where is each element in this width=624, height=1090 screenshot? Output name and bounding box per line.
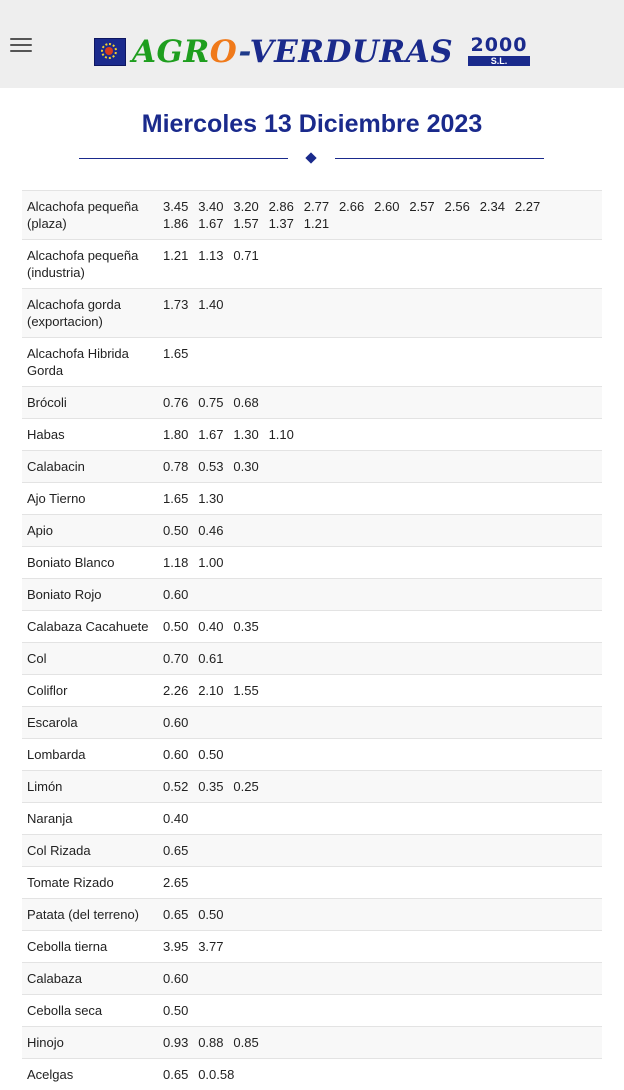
product-name: Habas: [22, 419, 158, 451]
price-value: 2.66: [334, 198, 369, 215]
title-divider-right: [335, 158, 544, 159]
table-row: [22, 963, 602, 995]
product-prices: [158, 483, 602, 515]
price-value: 3.45: [158, 198, 193, 215]
table-row: [22, 515, 602, 547]
price-value: 0.35: [193, 778, 228, 795]
product-name: Alcachofa pequeña (plaza): [22, 191, 158, 240]
product-prices: [158, 995, 602, 1027]
price-value: 0.65: [158, 906, 193, 923]
product-name: Acelgas: [22, 1059, 158, 1090]
price-value: 2.57: [404, 198, 439, 215]
logo-wordmark: AGRO-VERDURAS: [132, 32, 453, 72]
price-value: 0.76: [158, 394, 193, 411]
price-value: 0.75: [193, 394, 228, 411]
table-row: [22, 995, 602, 1027]
product-prices: [158, 899, 602, 931]
table-row: [22, 739, 602, 771]
table-row: [22, 675, 602, 707]
table-row: [22, 931, 602, 963]
product-prices: [158, 579, 602, 611]
price-value: 1.13: [193, 247, 228, 264]
table-row: [22, 835, 602, 867]
page-title: Miercoles 13 Diciembre 2023: [0, 110, 624, 139]
product-name: Coliflor: [22, 675, 158, 707]
product-name: Hinojo: [22, 1027, 158, 1059]
product-name: Patata (del terreno): [22, 899, 158, 931]
product-prices: [158, 289, 602, 338]
site-header: [0, 0, 624, 88]
product-name: Boniato Blanco: [22, 547, 158, 579]
price-value: 0.40: [158, 810, 193, 827]
price-value: 2.34: [475, 198, 510, 215]
table-row: [22, 643, 602, 675]
price-value: 0.52: [158, 778, 193, 795]
title-divider-left: [79, 158, 288, 159]
price-value: 0.65: [158, 1066, 193, 1083]
price-value: 3.20: [228, 198, 263, 215]
price-value: 0.50: [193, 906, 228, 923]
table-row: [22, 419, 602, 451]
table-row: [22, 289, 602, 338]
price-value: 1.10: [264, 426, 299, 443]
table-row: [22, 483, 602, 515]
price-value: 2.27: [510, 198, 545, 215]
price-value: 1.30: [193, 490, 228, 507]
price-value: 0.68: [228, 394, 263, 411]
product-name: Col Rizada: [22, 835, 158, 867]
product-prices: [158, 931, 602, 963]
product-name: Apio: [22, 515, 158, 547]
price-value: 0.60: [158, 714, 193, 731]
price-value: 0.60: [158, 586, 193, 603]
price-value: 0.65: [158, 842, 193, 859]
price-value: 1.21: [158, 247, 193, 264]
product-name: Alcachofa pequeña (industria): [22, 240, 158, 289]
product-prices: [158, 240, 602, 289]
product-name: Escarola: [22, 707, 158, 739]
table-row: [22, 240, 602, 289]
product-name: Calabacin: [22, 451, 158, 483]
table-row: [22, 1027, 602, 1059]
table-row: [22, 803, 602, 835]
product-name: Naranja: [22, 803, 158, 835]
price-value: 1.21: [299, 215, 334, 232]
price-value: 0.88: [193, 1034, 228, 1051]
table-row: [22, 387, 602, 419]
price-value: 1.65: [158, 345, 193, 362]
product-prices: [158, 771, 602, 803]
product-name: Boniato Rojo: [22, 579, 158, 611]
product-name: Ajo Tierno: [22, 483, 158, 515]
price-value: 0.46: [193, 522, 228, 539]
product-prices: [158, 419, 602, 451]
product-prices: [158, 338, 602, 387]
price-value: 3.40: [193, 198, 228, 215]
price-table: [22, 190, 602, 1090]
price-value: 1.55: [228, 682, 263, 699]
price-value: 0.50: [158, 522, 193, 539]
price-value: 1.67: [193, 426, 228, 443]
product-prices: [158, 515, 602, 547]
product-name: Col: [22, 643, 158, 675]
hamburger-menu-icon[interactable]: [10, 38, 32, 56]
price-value: 2.65: [158, 874, 193, 891]
table-row: [22, 867, 602, 899]
price-value: 0.40: [193, 618, 228, 635]
logo-year-badge: 2000 S.L.: [468, 36, 530, 66]
price-value: 2.56: [440, 198, 475, 215]
product-prices: [158, 835, 602, 867]
price-value: 0.71: [228, 247, 263, 264]
price-value: 1.80: [158, 426, 193, 443]
price-value: 2.77: [299, 198, 334, 215]
price-value: 1.67: [193, 215, 228, 232]
price-value: 0.93: [158, 1034, 193, 1051]
price-value: 2.26: [158, 682, 193, 699]
table-row: [22, 771, 602, 803]
price-value: 0.60: [158, 746, 193, 763]
price-value: 1.37: [264, 215, 299, 232]
table-row: [22, 579, 602, 611]
product-name: Brócoli: [22, 387, 158, 419]
price-value: 0.25: [228, 778, 263, 795]
price-value: 1.00: [193, 554, 228, 571]
price-value: 0.60: [158, 970, 193, 987]
product-prices: [158, 1027, 602, 1059]
product-name: Calabaza: [22, 963, 158, 995]
product-prices: [158, 191, 602, 240]
table-row: [22, 611, 602, 643]
table-row: [22, 899, 602, 931]
price-value: 2.86: [264, 198, 299, 215]
product-name: Cebolla tierna: [22, 931, 158, 963]
price-value: 1.18: [158, 554, 193, 571]
price-value: 0.35: [228, 618, 263, 635]
product-prices: [158, 451, 602, 483]
product-name: Alcachofa Hibrida Gorda: [22, 338, 158, 387]
price-value: 2.60: [369, 198, 404, 215]
product-name: Alcachofa gorda (exportacion): [22, 289, 158, 338]
product-prices: [158, 387, 602, 419]
table-row: [22, 707, 602, 739]
product-prices: [158, 547, 602, 579]
product-prices: [158, 1059, 602, 1090]
product-prices: [158, 675, 602, 707]
price-value: 0.70: [158, 650, 193, 667]
product-prices: [158, 707, 602, 739]
product-prices: [158, 739, 602, 771]
price-value: 0.50: [193, 746, 228, 763]
product-prices: [158, 867, 602, 899]
agro-verduras-logo[interactable]: [94, 32, 534, 72]
product-name: Lombarda: [22, 739, 158, 771]
diamond-icon: [305, 152, 316, 163]
price-value: 0.30: [228, 458, 263, 475]
table-row: [22, 1059, 602, 1090]
price-value: 0.85: [228, 1034, 263, 1051]
price-value: 2.10: [193, 682, 228, 699]
price-value: 0.61: [193, 650, 228, 667]
product-name: Cebolla seca: [22, 995, 158, 1027]
price-value: 0.53: [193, 458, 228, 475]
price-value: 1.30: [228, 426, 263, 443]
price-value: 1.65: [158, 490, 193, 507]
price-value: 0.0.58: [193, 1066, 228, 1083]
table-row: [22, 191, 602, 240]
price-value: 1.86: [158, 215, 193, 232]
product-prices: [158, 611, 602, 643]
logo-emblem-icon: [94, 38, 126, 66]
product-prices: [158, 803, 602, 835]
table-row: [22, 338, 602, 387]
price-value: 0.78: [158, 458, 193, 475]
price-value: 1.73: [158, 296, 193, 313]
table-row: [22, 451, 602, 483]
price-value: 0.50: [158, 618, 193, 635]
product-prices: [158, 963, 602, 995]
product-name: Tomate Rizado: [22, 867, 158, 899]
price-value: 1.57: [228, 215, 263, 232]
product-name: Limón: [22, 771, 158, 803]
table-row: [22, 547, 602, 579]
price-value: 1.40: [193, 296, 228, 313]
price-value: 3.77: [193, 938, 228, 955]
price-value: 0.50: [158, 1002, 193, 1019]
product-prices: [158, 643, 602, 675]
product-name: Calabaza Cacahuete: [22, 611, 158, 643]
price-value: 3.95: [158, 938, 193, 955]
